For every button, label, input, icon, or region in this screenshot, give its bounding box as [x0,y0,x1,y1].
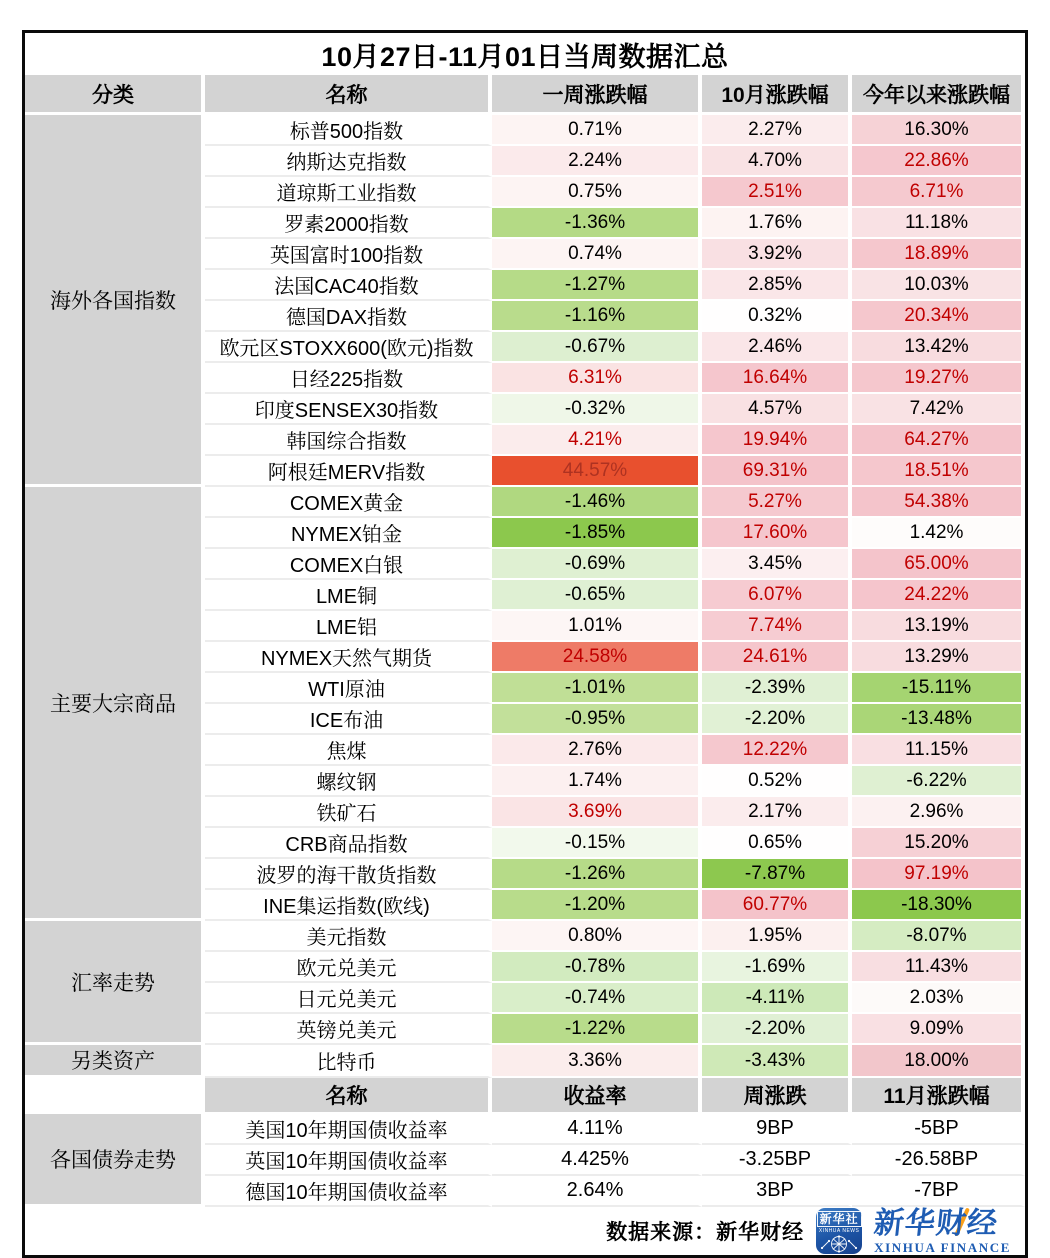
bond-column-header-2: 周涨跌 [702,1078,852,1114]
value-cell: 6.31% [492,363,702,394]
value-cell: 11.15% [852,735,1025,766]
value-cell: 54.38% [852,487,1025,518]
value-cell: -1.01% [492,673,702,704]
value-cell: 24.58% [492,642,702,673]
value-cell: 97.19% [852,859,1025,890]
value-cell: 0.71% [492,115,702,146]
value-cell: 0.80% [492,921,702,952]
value-cell: -2.20% [702,704,852,735]
value-cell: 6.71% [852,177,1025,208]
value-cell: -0.95% [492,704,702,735]
name-cell: 道琼斯工业指数 [205,177,492,208]
value-cell: -1.46% [492,487,702,518]
xinhua-finance-logo-subtext: XINHUA FINANCE [874,1239,1011,1255]
xinhua-news-logo-text: 新华社 [817,1211,862,1227]
value-cell: 4.425% [492,1145,702,1176]
bond-column-header-1: 收益率 [492,1078,702,1114]
value-cell: -0.32% [492,394,702,425]
value-cell: -8.07% [852,921,1025,952]
value-cell: 20.34% [852,301,1025,332]
value-cell: 16.30% [852,115,1025,146]
category-cell: 汇率走势 [25,921,205,1045]
name-cell: 螺纹钢 [205,766,492,797]
value-cell: 3.36% [492,1045,702,1078]
value-cell: 65.00% [852,549,1025,580]
value-cell: -15.11% [852,673,1025,704]
value-cell: 4.11% [492,1114,702,1145]
value-cell: 9BP [702,1114,852,1145]
name-cell: 欧元区STOXX600(欧元)指数 [205,332,492,363]
value-cell: 5.27% [702,487,852,518]
value-cell: 64.27% [852,425,1025,456]
name-cell: NYMEX天然气期货 [205,642,492,673]
name-cell: 韩国综合指数 [205,425,492,456]
value-cell: -0.78% [492,952,702,983]
value-cell: 1.95% [702,921,852,952]
globe-network-icon [820,1235,858,1253]
value-cell: -0.65% [492,580,702,611]
name-cell: ICE布油 [205,704,492,735]
value-cell: 0.74% [492,239,702,270]
table-row [25,1114,1025,1145]
value-cell: 3.45% [702,549,852,580]
value-cell: -1.36% [492,208,702,239]
column-header-ytd-change: 今年以来涨跌幅 [852,75,1025,115]
value-cell: 2.03% [852,983,1025,1014]
value-cell: 15.20% [852,828,1025,859]
value-cell: 3BP [702,1176,852,1207]
xinhua-finance-logo [872,1206,1011,1255]
value-cell: 44.57% [492,456,702,487]
value-cell: 4.70% [702,146,852,177]
column-header-name: 名称 [205,75,492,115]
name-cell: LME铜 [205,580,492,611]
value-cell: 4.57% [702,394,852,425]
name-cell: 日经225指数 [205,363,492,394]
value-cell: 6.07% [702,580,852,611]
table-row [25,487,1025,518]
category-cell: 海外各国指数 [25,115,205,487]
value-cell: 3.69% [492,797,702,828]
name-cell: 英国富时100指数 [205,239,492,270]
value-cell: -1.22% [492,1014,702,1045]
value-cell: 9.09% [852,1014,1025,1045]
value-cell: 1.01% [492,611,702,642]
value-cell: -3.25BP [702,1145,852,1176]
value-cell: 1.76% [702,208,852,239]
name-cell: CRB商品指数 [205,828,492,859]
column-header-category: 分类 [25,75,205,115]
value-cell: 69.31% [702,456,852,487]
value-cell: -0.15% [492,828,702,859]
name-cell: 纳斯达克指数 [205,146,492,177]
value-cell: 22.86% [852,146,1025,177]
value-cell: 2.17% [702,797,852,828]
value-cell: 0.75% [492,177,702,208]
value-cell: 18.00% [852,1045,1025,1078]
value-cell: -1.20% [492,890,702,921]
value-cell: 0.32% [702,301,852,332]
xinhua-finance-logo-text: 新华财经 [872,1206,1000,1240]
value-cell: 12.22% [702,735,852,766]
value-cell: 1.74% [492,766,702,797]
main-header-row [25,75,1025,115]
value-cell: 0.65% [702,828,852,859]
name-cell: 阿根廷MERV指数 [205,456,492,487]
name-cell: 美国10年期国债收益率 [205,1114,492,1145]
value-cell: -0.74% [492,983,702,1014]
value-cell: 7.42% [852,394,1025,425]
value-cell: 2.24% [492,146,702,177]
value-cell: 1.42% [852,518,1025,549]
value-cell: -13.48% [852,704,1025,735]
value-cell: 2.46% [702,332,852,363]
value-cell: 2.64% [492,1176,702,1207]
page-title: 10月27日-11月01日当周数据汇总 [321,41,729,72]
name-cell: 波罗的海干散货指数 [205,859,492,890]
value-cell: -7.87% [702,859,852,890]
value-cell: -1.69% [702,952,852,983]
value-cell: -0.69% [492,549,702,580]
value-cell: 2.76% [492,735,702,766]
name-cell: 英镑兑美元 [205,1014,492,1045]
value-cell: 2.96% [852,797,1025,828]
column-header-week-change: 一周涨跌幅 [492,75,702,115]
xinhua-news-logo-icon [816,1208,862,1254]
column-header-october-change: 10月涨跌幅 [702,75,852,115]
value-cell: -26.58BP [852,1145,1025,1176]
value-cell: -2.39% [702,673,852,704]
data-table [25,75,1025,1207]
category-cell: 主要大宗商品 [25,487,205,921]
value-cell: -7BP [852,1176,1025,1207]
value-cell: -2.20% [702,1014,852,1045]
value-cell: 11.43% [852,952,1025,983]
value-cell: -4.11% [702,983,852,1014]
value-cell: 13.19% [852,611,1025,642]
value-cell: 11.18% [852,208,1025,239]
value-cell: -18.30% [852,890,1025,921]
name-cell: LME铝 [205,611,492,642]
name-cell: 欧元兑美元 [205,952,492,983]
value-cell: -5BP [852,1114,1025,1145]
value-cell: -1.16% [492,301,702,332]
name-cell: COMEX白银 [205,549,492,580]
name-cell: 铁矿石 [205,797,492,828]
name-cell: COMEX黄金 [205,487,492,518]
bond-column-header-3: 11月涨跌幅 [852,1078,1025,1114]
value-cell: 18.89% [852,239,1025,270]
name-cell: 标普500指数 [205,115,492,146]
value-cell: 13.42% [852,332,1025,363]
name-cell: INE集运指数(欧线) [205,890,492,921]
value-cell: -3.43% [702,1045,852,1078]
value-cell: 24.61% [702,642,852,673]
value-cell: 24.22% [852,580,1025,611]
blank-cell [25,1078,205,1114]
name-cell: 美元指数 [205,921,492,952]
name-cell: 英国10年期国债收益率 [205,1145,492,1176]
value-cell: 7.74% [702,611,852,642]
value-cell: 2.27% [702,115,852,146]
name-cell: WTI原油 [205,673,492,704]
category-cell: 另类资产 [25,1045,205,1078]
name-cell: 焦煤 [205,735,492,766]
value-cell: -1.27% [492,270,702,301]
name-cell: 罗素2000指数 [205,208,492,239]
table-row [25,1045,1025,1078]
value-cell: 2.85% [702,270,852,301]
value-cell: 3.92% [702,239,852,270]
value-cell: -1.26% [492,859,702,890]
name-cell: 日元兑美元 [205,983,492,1014]
name-cell: 法国CAC40指数 [205,270,492,301]
name-cell: NYMEX铂金 [205,518,492,549]
name-cell: 德国10年期国债收益率 [205,1176,492,1207]
value-cell: 0.52% [702,766,852,797]
table-row [25,921,1025,952]
bond-header-row [25,1078,1025,1114]
value-cell: 13.29% [852,642,1025,673]
bond-column-header-0: 名称 [205,1078,492,1114]
name-cell: 德国DAX指数 [205,301,492,332]
table-row [25,115,1025,146]
weekly-data-summary-card [22,30,1028,1258]
category-cell: 各国债券走势 [25,1114,205,1207]
value-cell: 4.21% [492,425,702,456]
name-cell: 比特币 [205,1045,492,1078]
value-cell: 10.03% [852,270,1025,301]
xinhua-news-logo-subtext: XINHUA NEWS [818,1228,860,1234]
data-source-label: 数据来源：新华财经 [606,1221,805,1244]
value-cell: 18.51% [852,456,1025,487]
value-cell: -6.22% [852,766,1025,797]
value-cell: 19.94% [702,425,852,456]
name-cell: 印度SENSEX30指数 [205,394,492,425]
value-cell: 17.60% [702,518,852,549]
value-cell: -1.85% [492,518,702,549]
value-cell: -0.67% [492,332,702,363]
value-cell: 60.77% [702,890,852,921]
value-cell: 19.27% [852,363,1025,394]
footer [25,1207,1025,1255]
value-cell: 16.64% [702,363,852,394]
value-cell: 2.51% [702,177,852,208]
